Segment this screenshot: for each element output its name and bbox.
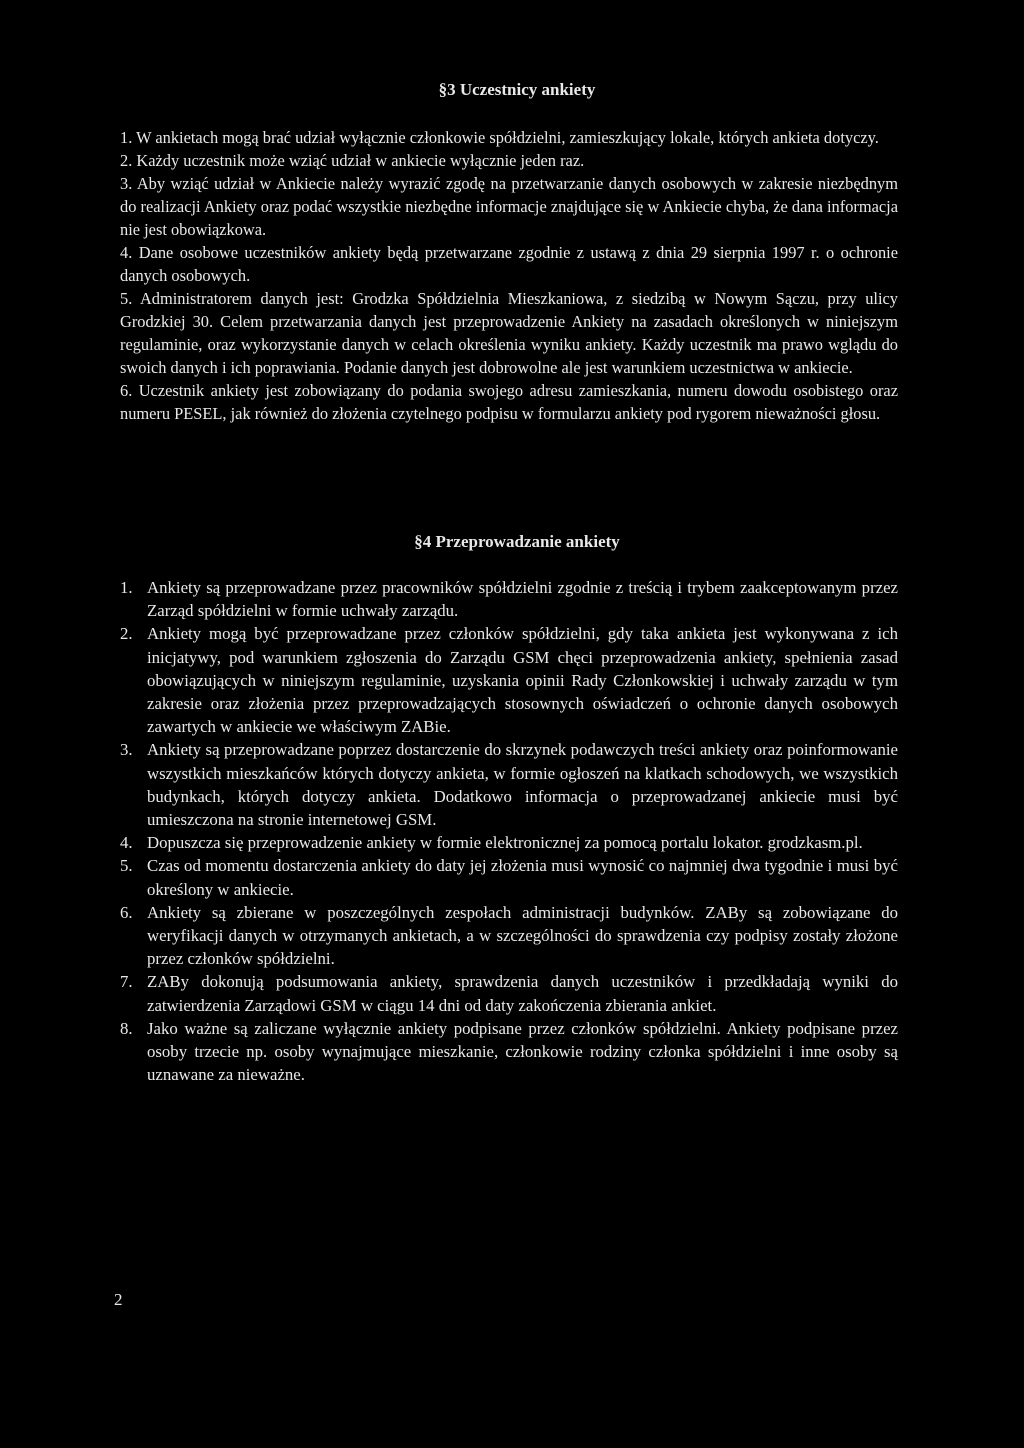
- section-4-item: [120, 901, 898, 971]
- item-number: 1.: [120, 128, 133, 147]
- section-3-item: [120, 126, 898, 149]
- section-3-heading: §3 Uczestnicy ankiety: [438, 80, 596, 99]
- item-number: 7.: [120, 972, 133, 992]
- section-4-item: [120, 1017, 898, 1087]
- section-4-heading: §4 Przeprowadzanie ankiety: [414, 532, 620, 551]
- item-text: Ankiety są zbierane w poszczególnych zespołach administracji budynków. ZABy są zobowiązane do weryfikacji danych w otrzymanych ankietach, a w szczególności do sprawdzenia czy podpisy zostały złożone przez członków spółdzielni.: [147, 902, 898, 969]
- section-4-item: [120, 831, 898, 854]
- item-text: Ankiety są przeprowadzane poprzez dostarczenie do skrzynek podawczych treści ankiety oraz poinformowanie wszystkich mieszkańców których dotyczy ankieta, w formie ogłoszeń na klatkach schodowych, we wszystkich budynkach, których dotyczy ankieta. Dodatkowo informacja o przeprowadzanej ankiecie musi być umieszczona na stronie internetowej GSM.: [147, 740, 898, 830]
- item-number: 6.: [120, 381, 133, 400]
- item-text: Jako ważne są zaliczane wyłącznie ankiety podpisane przez członków spółdzielni. Ankiety podpisane przez osoby trzecie np. osoby wynajmujące mieszkanie, członkowie rodziny członka spółdzielni i inne osoby są uznawane za nieważne.: [147, 1018, 898, 1085]
- section-4-list: [120, 576, 898, 1086]
- item-text: Dopuszcza się przeprowadzenie ankiety w formie elektronicznej za pomocą portalu lokator. grodzkasm.pl.: [147, 833, 863, 853]
- item-number: 4.: [120, 243, 133, 262]
- section-3-item: [120, 149, 898, 172]
- item-number: 3.: [120, 174, 133, 193]
- item-number: 1.: [120, 578, 133, 597]
- section-3-item: [120, 287, 898, 379]
- section-4-item: [120, 738, 898, 831]
- section-3-item: [120, 241, 898, 287]
- item-number: 3.: [120, 740, 133, 760]
- item-number: 4.: [120, 833, 133, 853]
- section-3-item: [120, 172, 898, 241]
- item-text: Aby wziąć udział w Ankiecie należy wyrazić zgodę na przetwarzanie danych osobowych w zakresie niezbędnym do realizacji Ankiety oraz podać wszystkie niezbędne informacje znajdujące się w Ankiecie chyba, że dana informacja nie jest obowiązkowa.: [120, 174, 898, 239]
- item-text: Czas od momentu dostarczenia ankiety do daty jej złożenia musi wynosić co najmniej dwa tygodnie i musi być określony w ankiecie.: [147, 856, 898, 899]
- section-3-body: [120, 126, 898, 425]
- item-number: 6.: [120, 902, 133, 922]
- item-text: Uczestnik ankiety jest zobowiązany do podania swojego adresu zamieszkania, numeru dowodu osobistego oraz numeru PESEL, jak również do złożenia czytelnego podpisu w formularzu ankiety pod rygorem nieważności głosu.: [120, 381, 898, 423]
- item-text: Ankiety mogą być przeprowadzane przez członków spółdzielni, gdy taka ankieta jest wykonywana z ich inicjatywy, pod warunkiem zgłoszenia do Zarządu GSM chęci przeprowadzenia ankiety, spełnienia zasad obowiązujących w niniejszym regulaminie, uzyskania opinii Rady Członkowskiej i uchwały zarządu w tym zakresie oraz złożenia przez przeprowadzających stosownych oświadczeń o ochronie danych osobowych zawartych w ankiecie we właściwym ZABie.: [147, 624, 898, 737]
- section-4-item: [120, 622, 898, 738]
- item-text: Dane osobowe uczestników ankiety będą przetwarzane zgodnie z ustawą z dnia 29 sierpnia 1997 r. o ochronie danych osobowych.: [120, 243, 898, 285]
- item-text: W ankietach mogą brać udział wyłącznie członkowie spółdzielni, zamieszkujący lokale, których ankieta dotyczy.: [136, 128, 879, 147]
- item-text: Ankiety są przeprowadzane przez pracowników spółdzielni zgodnie z treścią i trybem zaakceptowanym przez Zarząd spółdzielni w formie uchwały zarządu.: [147, 578, 898, 621]
- item-number: 2.: [120, 624, 133, 644]
- item-number: 2.: [120, 151, 133, 170]
- item-number: 8.: [120, 1018, 133, 1038]
- item-text: Każdy uczestnik może wziąć udział w ankiecie wyłącznie jeden raz.: [136, 151, 585, 170]
- item-text: ZABy dokonują podsumowania ankiety, sprawdzenia danych uczestników i przedkładają wyniki do zatwierdzenia Zarządowi GSM w ciągu 14 dni od daty zakończenia zbierania ankiet.: [147, 972, 898, 1015]
- section-4-item: [120, 576, 898, 622]
- section-4-item: [120, 970, 898, 1016]
- section-4-item: [120, 854, 898, 900]
- item-number: 5.: [120, 856, 133, 876]
- item-text: Administratorem danych jest: Grodzka Spółdzielnia Mieszkaniowa, z siedzibą w Nowym Sączu, przy ulicy Grodzkiej 30. Celem przetwarzania danych jest przeprowadzenie Ankiety na zasadach określonych w niniejszym regulaminie, oraz wykorzystanie danych w celach określenia wyniku ankiety. Każdy uczestnik ma prawo wglądu do swoich danych i ich poprawiania. Podanie danych jest dobrowolne ale jest warunkiem uczestnictwa w ankiecie.: [120, 289, 898, 377]
- page-number: 2: [114, 1290, 123, 1309]
- section-3-item: [120, 379, 898, 425]
- item-number: 5.: [120, 289, 133, 308]
